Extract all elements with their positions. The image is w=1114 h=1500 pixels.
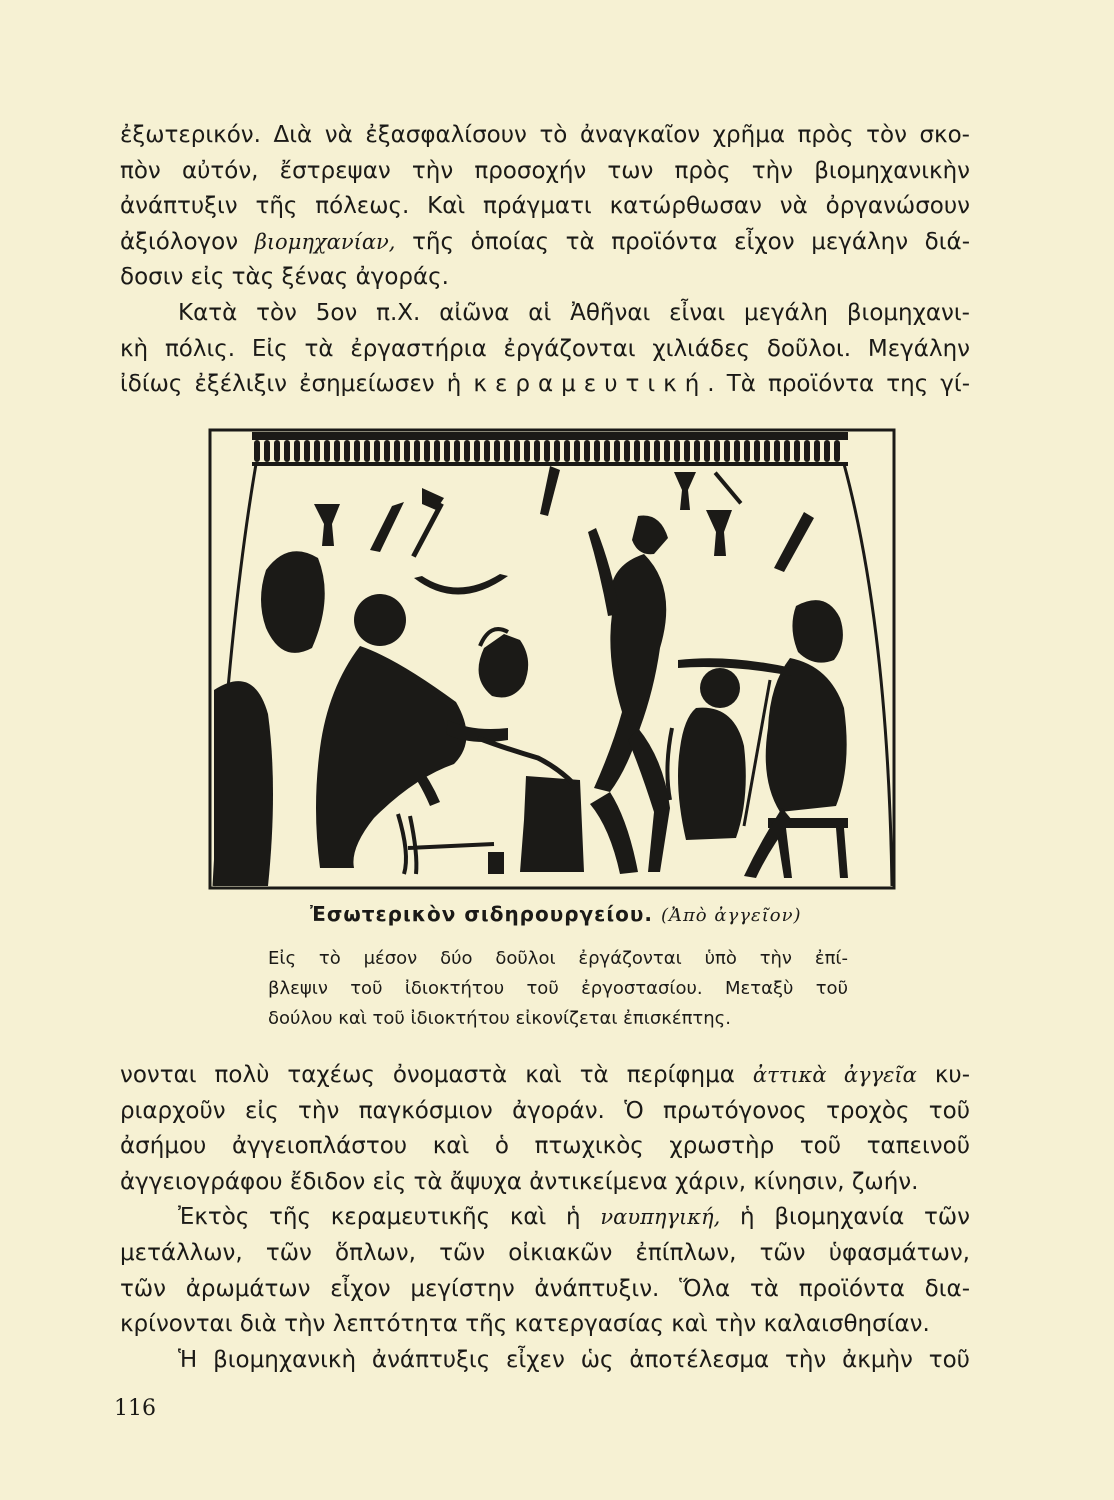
border-tongue (384, 440, 390, 462)
paragraph (120, 1058, 970, 1200)
forge-mound (214, 681, 273, 886)
border-tongue (714, 440, 720, 462)
border-tongue (554, 440, 560, 462)
text-segment: ἡ βιομηχανία τῶν (720, 1204, 971, 1231)
border-tongue (464, 440, 470, 462)
italic-term: βιομηχανίαν, (254, 229, 396, 254)
border-tongue (274, 440, 280, 462)
border-tongue (814, 440, 820, 462)
border-tongue (604, 440, 610, 462)
text-line (120, 367, 970, 403)
border-tongue (594, 440, 600, 462)
paragraph (120, 296, 970, 403)
text-line (120, 260, 970, 296)
paragraph (120, 1343, 970, 1379)
border-tongue (744, 440, 750, 462)
text-line (120, 1307, 970, 1343)
text-line (120, 1272, 970, 1308)
text-block-top (120, 118, 970, 403)
border-tongue (374, 440, 380, 462)
border-tongue (624, 440, 630, 462)
border-tongue (414, 440, 420, 462)
border-tongue (284, 440, 290, 462)
border-tongue (824, 440, 830, 462)
border-tongue (664, 440, 670, 462)
border-tongue (324, 440, 330, 462)
text-line (120, 296, 970, 332)
text-segment: Ἐκτὸς τῆς κεραμευτικῆς καὶ ἡ (178, 1204, 601, 1231)
border-tongue (454, 440, 460, 462)
border-tongue (534, 440, 540, 462)
text-line (120, 1094, 970, 1130)
text-line (120, 225, 970, 261)
page-number: 116 (114, 1396, 156, 1421)
italic-term: ναυπηγική, (600, 1205, 721, 1230)
border-tongue (564, 440, 570, 462)
border-tongue (754, 440, 760, 462)
border-tongue (834, 440, 840, 462)
text-segment: πὸν αὐτόν, ἔστρεψαν τὴν προσοχήν των πρὸς τὴν βιομηχανικὴν (120, 157, 970, 184)
text-segment: κρίνονται διὰ τὴν λεπτότητα τῆς κατεργασίας καὶ τὴν καλαισθησίαν. (120, 1311, 930, 1338)
border-tongue (524, 440, 530, 462)
border-tongue (434, 440, 440, 462)
text-line (120, 1058, 970, 1094)
caption-body (268, 944, 848, 1034)
text-block-bottom (120, 1058, 970, 1378)
border-tongue (334, 440, 340, 462)
italic-term: ἀττικὰ ἀγγεῖα (752, 1063, 917, 1087)
text-line (120, 1129, 970, 1165)
text-segment: ἰδίως ἐξέλιξιν ἐσημείωσεν ἡ (120, 371, 474, 398)
text-segment: μετάλλων, τῶν ὅπλων, τῶν οἰκιακῶν ἐπίπλων, τῶν ὑφασμάτων, (120, 1239, 970, 1266)
border-tongue (774, 440, 780, 462)
anvil (520, 776, 584, 872)
text-line (120, 1200, 970, 1236)
text-segment: ριαρχοῦν εἰς τὴν παγκόσμιον ἀγοράν. Ὁ πρωτόγονος τροχὸς τοῦ (120, 1097, 970, 1124)
text-segment: . Τὰ προϊόντα της γί- (707, 371, 970, 398)
border-tongue (614, 440, 620, 462)
border-tongue (264, 440, 270, 462)
border-tongue (654, 440, 660, 462)
border-tongue (734, 440, 740, 462)
border-tongue (804, 440, 810, 462)
border-tongue (504, 440, 510, 462)
border-tongue (364, 440, 370, 462)
border-tongue (254, 440, 260, 462)
text-segment: Ἡ βιομηχανικὴ ἀνάπτυξις εἶχεν ὡς ἀποτέλεσμα τὴν ἀκμὴν τοῦ (178, 1346, 970, 1373)
border-tongue (314, 440, 320, 462)
border-tongue (394, 440, 400, 462)
border-tongue (474, 440, 480, 462)
tool-block (488, 852, 504, 874)
caption-line: Εἰς τὸ μέσον δύο δοῦλοι ἐργάζονται ὑπὸ τὴν ἐπί- (268, 948, 848, 969)
text-segment: κυ- (916, 1062, 970, 1088)
text-segment: ἀγγειογράφου ἔδιδον εἰς τὰ ἄψυχα ἀντικείμενα χάριν, κίνησιν, ζωήν. (120, 1168, 919, 1195)
border-tongue (784, 440, 790, 462)
caption-title (310, 902, 802, 926)
border-tongue (794, 440, 800, 462)
text-segment: ἀσήμου ἀγγειοπλάστου καὶ ὁ πτωχικὸς χρωστὴρ τοῦ ταπεινοῦ (120, 1133, 970, 1160)
border-tongue (544, 440, 550, 462)
border-tongue (404, 440, 410, 462)
caption-title-text: Ἐσωτερικὸν σιδηρουργείου. (310, 902, 653, 926)
text-line (120, 154, 970, 190)
text-segment: τῶν ἀρωμάτων εἶχον μεγίστην ἀνάπτυξιν. Ὅλα τὰ προϊόντα δια- (120, 1275, 970, 1302)
border-tongue (694, 440, 700, 462)
border-tongue (344, 440, 350, 462)
border-tongue (444, 440, 450, 462)
text-segment: Κατὰ τὸν 5ον π.Χ. αἰῶνα αἱ Ἀθῆναι εἶναι μεγάλη βιομηχανι- (178, 299, 970, 326)
border-tongue (514, 440, 520, 462)
text-line (120, 332, 970, 368)
paragraph (120, 118, 970, 296)
border-tongue (304, 440, 310, 462)
text-segment: δοσιν εἰς τὰς ξένας ἀγοράς. (120, 264, 449, 291)
border-tongue (484, 440, 490, 462)
text-segment: ἀνάπτυξιν τῆς πόλεως. Καὶ πράγματι κατώρθωσαν νὰ ὀργανώσουν (120, 193, 970, 220)
text-segment: νονται πολὺ ταχέως ὀνομαστὰ καὶ τὰ περίφημα (120, 1062, 753, 1088)
spaced-term: κεραμευτική (473, 371, 708, 398)
border-tongue (724, 440, 730, 462)
border-tongue (704, 440, 710, 462)
caption-source: (Ἀπὸ ἀγγεῖον) (660, 905, 802, 926)
text-line (120, 1165, 970, 1201)
caption-line: βλεψιν τοῦ ἰδιοκτήτου τοῦ ἐργοστασίου. Μεταξὺ τοῦ (268, 978, 848, 999)
border-tongue (684, 440, 690, 462)
border-tongue (494, 440, 500, 462)
paragraph (120, 1200, 970, 1342)
border-tongue (634, 440, 640, 462)
text-line (120, 189, 970, 225)
text-segment: κὴ πόλις. Εἰς τὰ ἐργαστήρια ἐργάζονται χιλιάδες δοῦλοι. Μεγάλην (120, 335, 970, 362)
border-tongue (584, 440, 590, 462)
text-line (120, 118, 970, 154)
border-tongue (764, 440, 770, 462)
border-tongue (294, 440, 300, 462)
border-tongue (644, 440, 650, 462)
caption-line: δούλου καὶ τοῦ ἰδιοκτήτου εἰκονίζεται ἐπισκέπτης. (268, 1008, 731, 1029)
text-segment: ἀξιόλογον (120, 228, 255, 255)
text-line (120, 1236, 970, 1272)
text-segment: ἐξωτερικόν. Διὰ νὰ ἐξασφαλίσουν τὸ ἀναγκαῖον χρῆμα πρὸς τὸν σκο- (120, 122, 970, 148)
border-tongue (674, 440, 680, 462)
text-line (120, 1343, 970, 1379)
text-segment: τῆς ὁποίας τὰ προϊόντα εἶχον μεγάλην διά- (395, 228, 970, 255)
border-tongue (354, 440, 360, 462)
vase-illustration (208, 428, 896, 890)
border-tongue (424, 440, 430, 462)
border-tongue (574, 440, 580, 462)
